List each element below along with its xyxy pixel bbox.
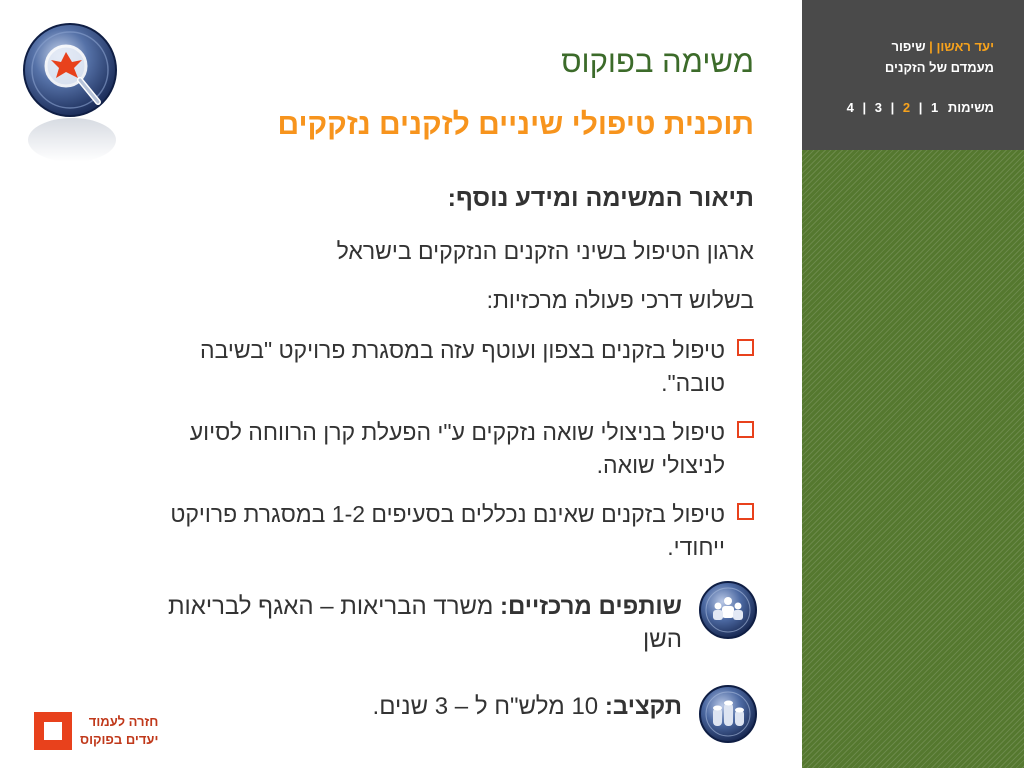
back-link-line1[interactable]: חזרה לעמוד — [88, 714, 159, 729]
list-item — [154, 498, 754, 564]
list-item-text: טיפול בזקנים שאינם נכללים בסעיפים 1-2 במסגרת פרויקט ייחודי. — [170, 501, 725, 560]
magnifier-focus-icon — [22, 22, 122, 162]
list-item-text: טיפול בזקנים בצפון ועוטף עזה במסגרת פרויקט "בשיבה טובה". — [200, 337, 725, 396]
checkbox-bullet-icon — [737, 421, 754, 438]
partners-row — [142, 590, 682, 656]
partners-value: משרד הבריאות – האגף לבריאות השן — [167, 593, 682, 653]
list-item-text: טיפול בניצולי שואה נזקקים ע"י הפעלת קרן הרווחה לסיוע לניצולי שואה. — [189, 419, 725, 478]
goal-label[interactable]: יעד ראשון — [936, 39, 994, 54]
back-square-icon[interactable] — [34, 712, 72, 750]
list-item — [154, 334, 754, 400]
tasks-nav-separator: | — [890, 100, 895, 115]
tasks-nav-item-4[interactable]: 4 — [846, 100, 854, 115]
sidebar-pattern — [802, 150, 1024, 768]
back-link-line2[interactable]: יעדים בפוקוס — [80, 732, 159, 747]
tasks-nav-separator: | — [918, 100, 923, 115]
goal-line — [812, 36, 994, 58]
page-subtitle: תוכנית טיפולי שיניים לזקנים נזקקים — [277, 108, 754, 141]
budget-value: 10 מלש"ח ל – 3 שנים. — [372, 693, 605, 720]
budget-label: תקציב: — [604, 693, 682, 720]
people-group-icon — [698, 580, 758, 640]
coins-stack-icon — [698, 684, 758, 744]
checkbox-bullet-icon — [737, 503, 754, 520]
partners-label: שותפים מרכזיים: — [499, 593, 682, 620]
intro-paragraph-2: בשלוש דרכי פעולה מרכזיות: — [486, 287, 754, 313]
section-heading: תיאור המשימה ומידע נוסף: — [447, 184, 754, 212]
sidebar-header — [802, 0, 1024, 150]
page-title: משימה בפוקוס — [561, 44, 754, 79]
tasks-nav — [812, 100, 994, 115]
tasks-nav-separator: | — [862, 100, 867, 115]
list-item — [154, 416, 754, 482]
budget-row — [142, 690, 682, 723]
back-link-text[interactable] — [80, 713, 158, 749]
tasks-nav-label: משימות — [947, 100, 994, 115]
back-to-goals-link[interactable] — [34, 712, 158, 750]
goal-subline: מעמדם של הזקנים — [884, 60, 994, 75]
goal-rest: שיפור — [891, 39, 926, 54]
tasks-nav-item-2[interactable]: 2 — [902, 100, 911, 115]
tasks-nav-item-3[interactable]: 3 — [874, 100, 882, 115]
goal-separator: | — [929, 39, 933, 54]
intro-paragraph: ארגון הטיפול בשיני הזקנים הנזקקים בישראל — [336, 238, 754, 264]
checkbox-bullet-icon — [737, 339, 754, 356]
tasks-nav-item-1[interactable]: 1 — [931, 100, 939, 115]
